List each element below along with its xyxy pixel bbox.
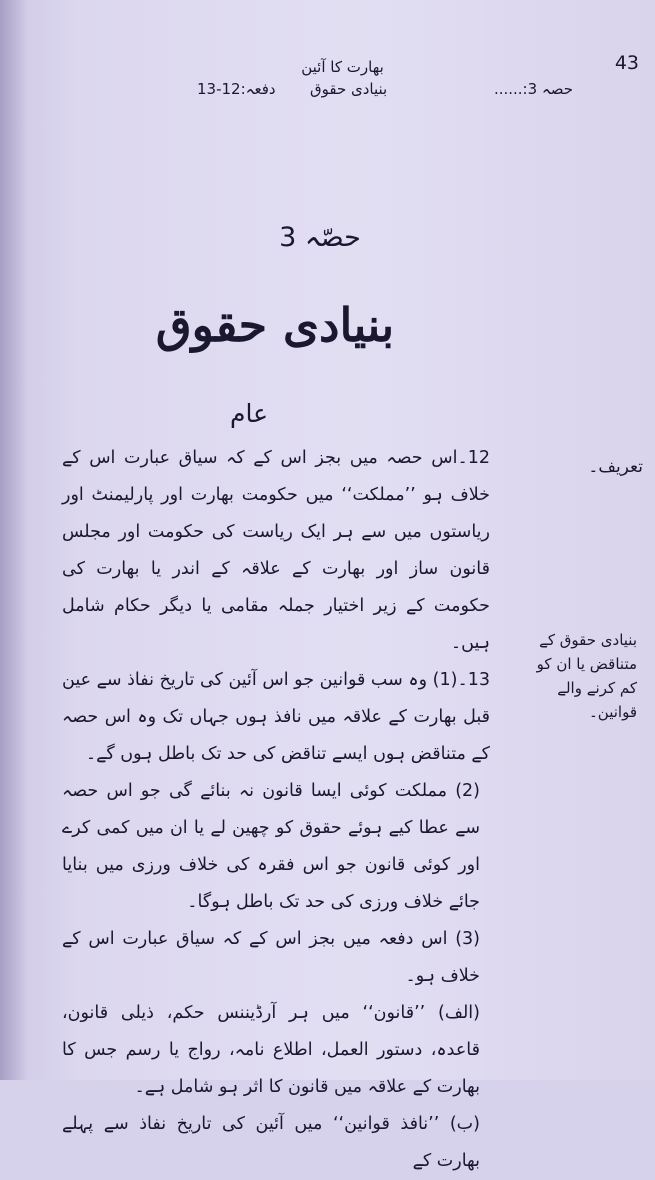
paragraph-clause-a: (الف) ’’قانون‘‘ میں ہر آرڈیننس حکم، ذیلی قانون، قاعدہ، دستور العمل، اطلاع نامہ، رواج یا رسم جس کا بھارت کے علاقہ میں قانون کا اثر ہو شامل ہے۔ xyxy=(62,1003,480,1097)
main-title: بنیادی حقوق xyxy=(155,298,395,352)
paragraph-clause-b: (ب) ’’نافذ قوانین‘‘ میں آئین کی تاریخ نفاذ سے پہلے بھارت کے xyxy=(62,1114,480,1171)
margin-note-inconsistent-laws: بنیادی حقوق کے متناقض یا ان کو کم کرنے والے قوانین۔ xyxy=(536,631,637,721)
running-title: بھارت کا آئین xyxy=(301,58,384,76)
paragraph-article-13-3: (3) اس دفعہ میں بجز اس کے کہ سیاق عبارت اس کے خلاف ہو۔ xyxy=(62,929,480,986)
paragraph-article-12: 12۔اس حصہ میں بجز اس کے کہ سیاق عبارت اس کے خلاف ہو ’’مملکت‘‘ میں حکومت بھارت اور پارلیمنٹ اور ریاستوں میں سے ہر ایک ریاست کی حکومت اور مجلس قانون ساز اور بھارت کے علاقہ کے اندر یا بھارت کی حکومت کے زیر اختیار جملہ مقامی یا دیگر حکام شامل ہیں۔ xyxy=(62,448,490,653)
part-title: حصّہ 3 xyxy=(279,222,361,253)
header-center-title: بنیادی حقوق xyxy=(310,80,388,98)
page-number: 43 xyxy=(614,52,639,74)
paragraph-article-13-1: 13۔(1) وہ سب قوانین جو اس آئین کی تاریخ نفاذ سے عین قبل بھارت کے علاقہ میں نافذ ہوں جہاں تک وہ اس حصہ کے متناقض ہوں ایسے تناقض کی حد تک باطل ہوں گے۔ xyxy=(62,670,490,764)
section-heading: عام xyxy=(230,399,269,428)
body-text xyxy=(62,440,490,1180)
header-part: حصہ 3:...... xyxy=(493,80,573,98)
binding-shadow xyxy=(0,0,28,1080)
paragraph-article-13-2: (2) مملکت کوئی ایسا قانون نہ بنائے گی جو اس حصہ سے عطا کیے ہوئے حقوق کو چھین لے یا ان میں کمی کرے اور کوئی قانون جو اس فقرہ کی خلاف ورزی میں بنایا جائے خلاف ورزی کی حد تک باطل ہوگا۔ xyxy=(62,781,480,912)
margin-note-definition: تعریف۔ xyxy=(588,457,643,477)
header-article-range: دفعہ:12-13 xyxy=(197,80,276,98)
